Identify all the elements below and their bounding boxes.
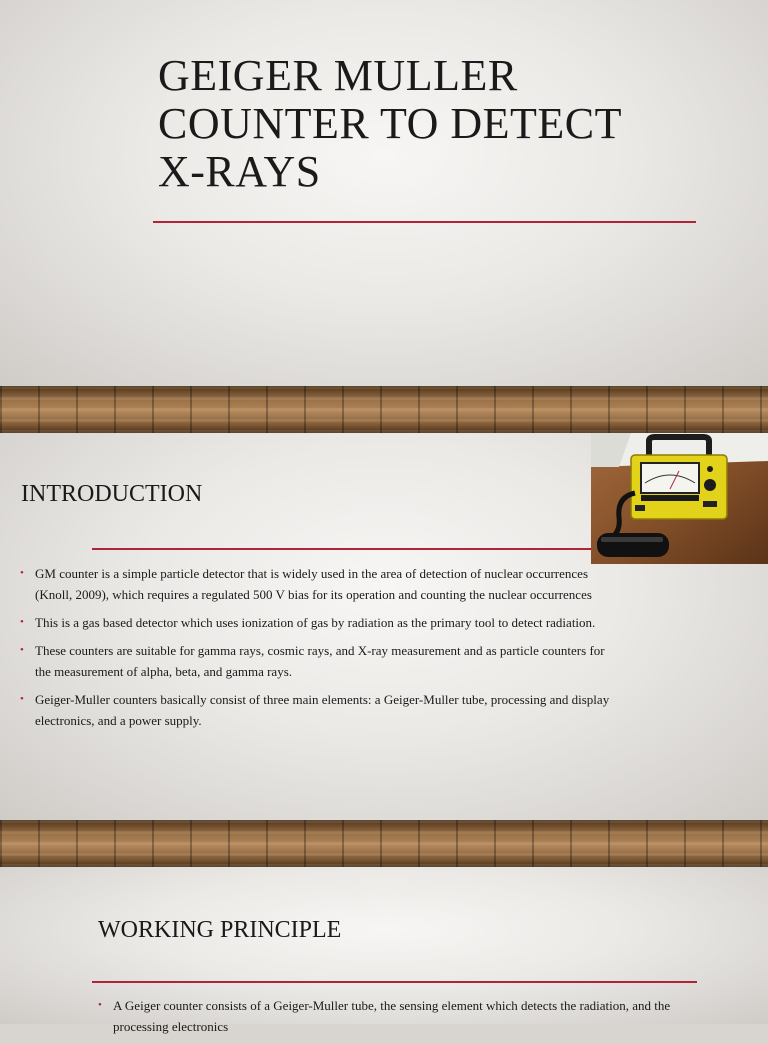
slide-title <box>158 52 718 196</box>
heading-underline <box>92 548 592 550</box>
title-underline <box>153 221 696 223</box>
bullet-list <box>20 563 620 738</box>
title-line: COUNTER TO DETECT <box>158 99 622 148</box>
list-item <box>20 612 620 633</box>
working-principle-slide <box>0 867 768 1034</box>
bullet-text: GM counter is a simple particle detector that is widely used in the area of detection of nuclear occurrences (Knoll, 2009), which requires a regulated 500 V bias for its operation and counting the nuclear occurrences <box>35 566 592 602</box>
title-line: X-RAYS <box>158 147 321 196</box>
bullet-text: A Geiger counter consists of a Geiger-Muller tube, the sensing element which detects the radiation, and the processing electronics <box>113 998 671 1034</box>
wood-divider <box>0 386 768 433</box>
bullet-dot: • <box>98 999 102 1011</box>
section-heading: INTRODUCTION <box>21 481 203 507</box>
bullet-text: This is a gas based detector which uses ionization of gas by radiation as the primary tool to detect radiation. <box>35 615 596 630</box>
introduction-slide <box>0 433 768 820</box>
section-heading: WORKING PRINCIPLE <box>98 917 342 943</box>
geiger-counter-image <box>591 433 768 564</box>
bullet-dot: • <box>20 567 24 579</box>
geiger-counter-photo <box>591 433 768 564</box>
wood-divider <box>0 820 768 867</box>
bullet-list <box>98 995 698 1044</box>
list-item <box>20 640 620 682</box>
list-item <box>20 689 620 731</box>
bullet-dot: • <box>20 644 24 656</box>
list-item <box>98 995 698 1037</box>
bullet-dot: • <box>20 693 24 705</box>
bullet-text: Geiger-Muller counters basically consist of three main elements: a Geiger-Muller tube, processing and display electronics, and a power supply. <box>35 692 610 728</box>
list-item <box>20 563 620 605</box>
title-line: GEIGER MULLER <box>158 51 518 100</box>
bullet-dot: • <box>20 616 24 628</box>
bullet-text: These counters are suitable for gamma rays, cosmic rays, and X-ray measurement and as particle counters for the measurement of alpha, beta, and gamma rays. <box>35 643 605 679</box>
title-slide <box>0 0 768 386</box>
heading-underline <box>92 981 697 983</box>
